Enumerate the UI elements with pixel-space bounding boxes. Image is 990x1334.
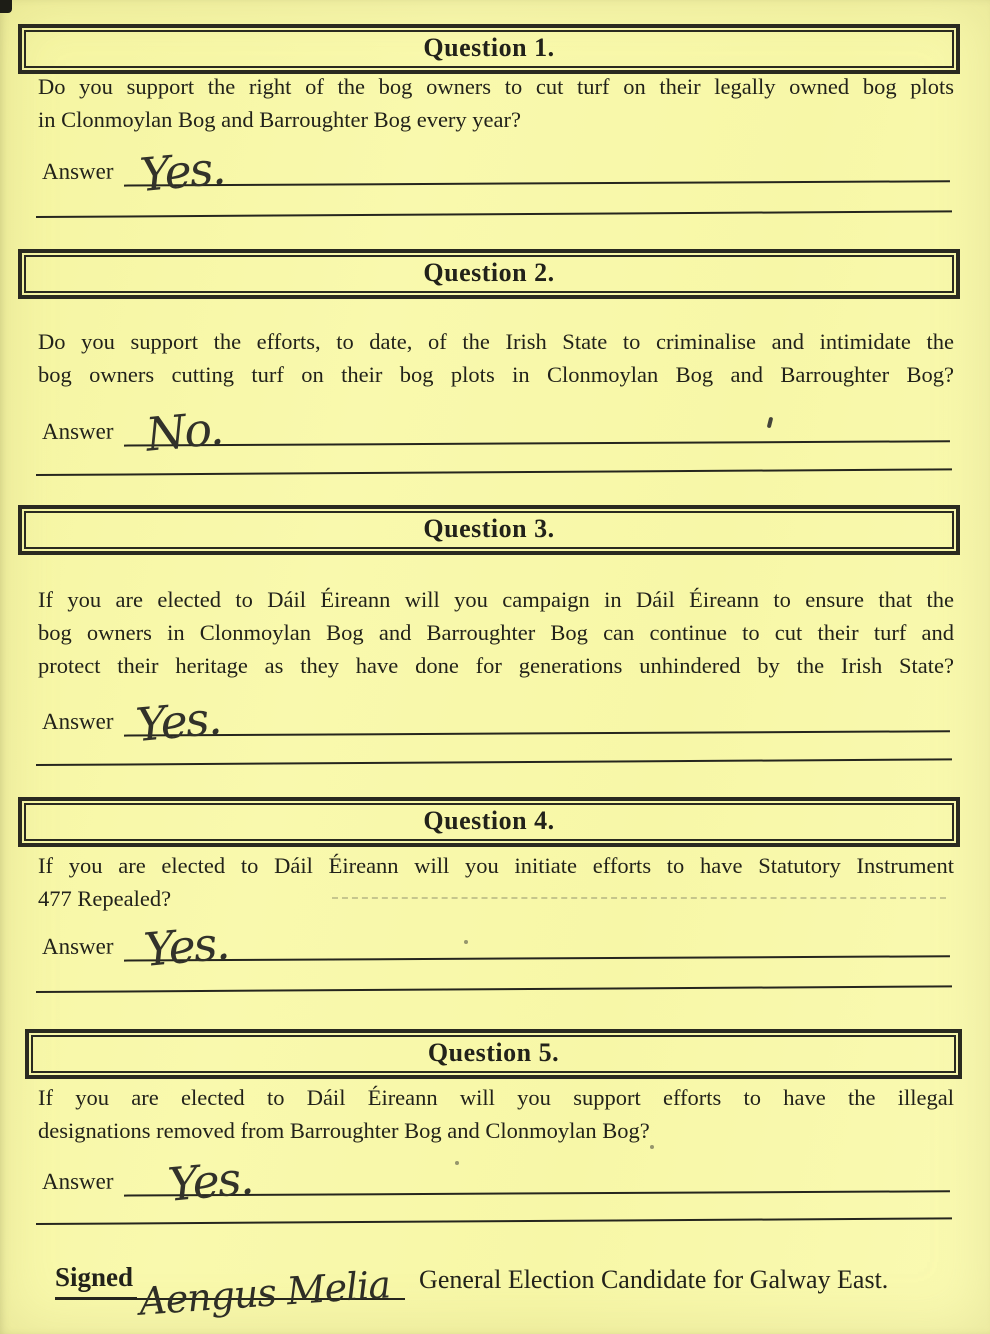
question-1-text xyxy=(38,70,954,136)
question-3-answer-label: Answer xyxy=(41,708,114,735)
question-1-handwritten-answer: Yes. xyxy=(137,140,226,203)
question-4-answer-label: Answer xyxy=(41,933,114,960)
question-1-header-box xyxy=(18,24,960,74)
question-3-line-3: protect their heritage as they have done for generations unhindered by the Irish State? xyxy=(38,653,954,678)
handwritten-signature: Aengus Melia xyxy=(137,1262,392,1324)
question-1-answer-line xyxy=(123,132,950,203)
question-5-header-box xyxy=(25,1029,962,1079)
question-4-answer-row xyxy=(41,909,950,978)
question-2-answer-line xyxy=(123,392,950,462)
scan-corner-mark xyxy=(0,0,12,13)
candidate-text: General Election Candidate for Galway East. xyxy=(419,1265,889,1294)
question-1-second-rule xyxy=(36,210,952,218)
question-4-handwritten-answer: Yes. xyxy=(141,915,230,978)
question-5-header-inner xyxy=(31,1035,956,1073)
question-4-line-1: If you are elected to Dáil Éireann will you initiate efforts to have Statutory Instrument xyxy=(38,853,954,878)
question-5-line-2: designations removed from Barroughter Bog and Clonmoylan Bog? xyxy=(38,1118,650,1143)
question-1-header-inner xyxy=(24,30,954,68)
question-2-handwritten-answer: No. xyxy=(143,400,224,462)
question-3-handwritten-answer: Yes. xyxy=(133,690,222,753)
question-3-answer-line xyxy=(123,682,950,753)
question-3-text xyxy=(38,583,954,682)
question-3-header: Question 3. xyxy=(423,514,555,543)
question-3-line-1: If you are elected to Dáil Éireann will you campaign in Dáil Éireann to ensure that the xyxy=(38,587,954,612)
question-4-header-box xyxy=(18,797,960,847)
question-4-answer-line xyxy=(123,907,950,978)
signed-row xyxy=(55,1248,889,1324)
question-5-second-rule xyxy=(36,1217,952,1225)
question-2-answer-label: Answer xyxy=(41,418,114,445)
question-1-answer-label: Answer xyxy=(41,158,114,185)
question-1-line-2: in Clonmoylan Bog and Barroughter Bog every year? xyxy=(38,107,522,132)
question-3-answer-row xyxy=(41,684,950,753)
question-4-second-rule xyxy=(36,985,952,993)
signed-label: Signed xyxy=(55,1262,137,1300)
question-5-handwritten-answer: Yes. xyxy=(165,1150,254,1212)
question-2-header-box xyxy=(18,249,960,299)
question-5-header: Question 5. xyxy=(427,1038,560,1067)
question-2-answer-row xyxy=(41,394,950,462)
question-3-second-rule xyxy=(36,758,952,766)
signature-line xyxy=(137,1246,405,1324)
question-5-answer-label: Answer xyxy=(41,1168,114,1194)
question-2-line-2: bog owners cutting turf on their bog plots in Clonmoylan Bog and Barroughter Bog? xyxy=(38,362,954,387)
question-3-header-inner xyxy=(24,511,954,549)
question-5-answer-row xyxy=(41,1144,950,1212)
question-3-header-box xyxy=(18,505,960,555)
question-5-answer-line xyxy=(123,1142,950,1212)
question-4-text xyxy=(38,849,954,915)
question-4-header-inner xyxy=(24,803,954,841)
question-5-text xyxy=(38,1081,954,1147)
question-2-second-rule xyxy=(36,468,952,476)
question-3-line-2: bog owners in Clonmoylan Bog and Barroughter Bog can continue to cut their turf and xyxy=(38,620,954,645)
question-2-header-inner xyxy=(24,255,954,293)
question-1-header: Question 1. xyxy=(423,33,555,62)
question-1-line-1: Do you support the right of the bog owners to cut turf on their legally owned bog plots xyxy=(38,74,954,99)
question-4-header: Question 4. xyxy=(423,806,555,835)
question-2-text xyxy=(38,325,954,391)
question-2-header: Question 2. xyxy=(423,258,555,287)
question-4-line-2: 477 Repealed? xyxy=(38,886,172,911)
question-2-line-1: Do you support the efforts, to date, of the Irish State to criminalise and intimidate the xyxy=(38,329,954,354)
question-1-answer-row xyxy=(41,134,950,203)
question-5-line-1: If you are elected to Dáil Éireann will you support efforts to have the illegal xyxy=(38,1085,954,1110)
